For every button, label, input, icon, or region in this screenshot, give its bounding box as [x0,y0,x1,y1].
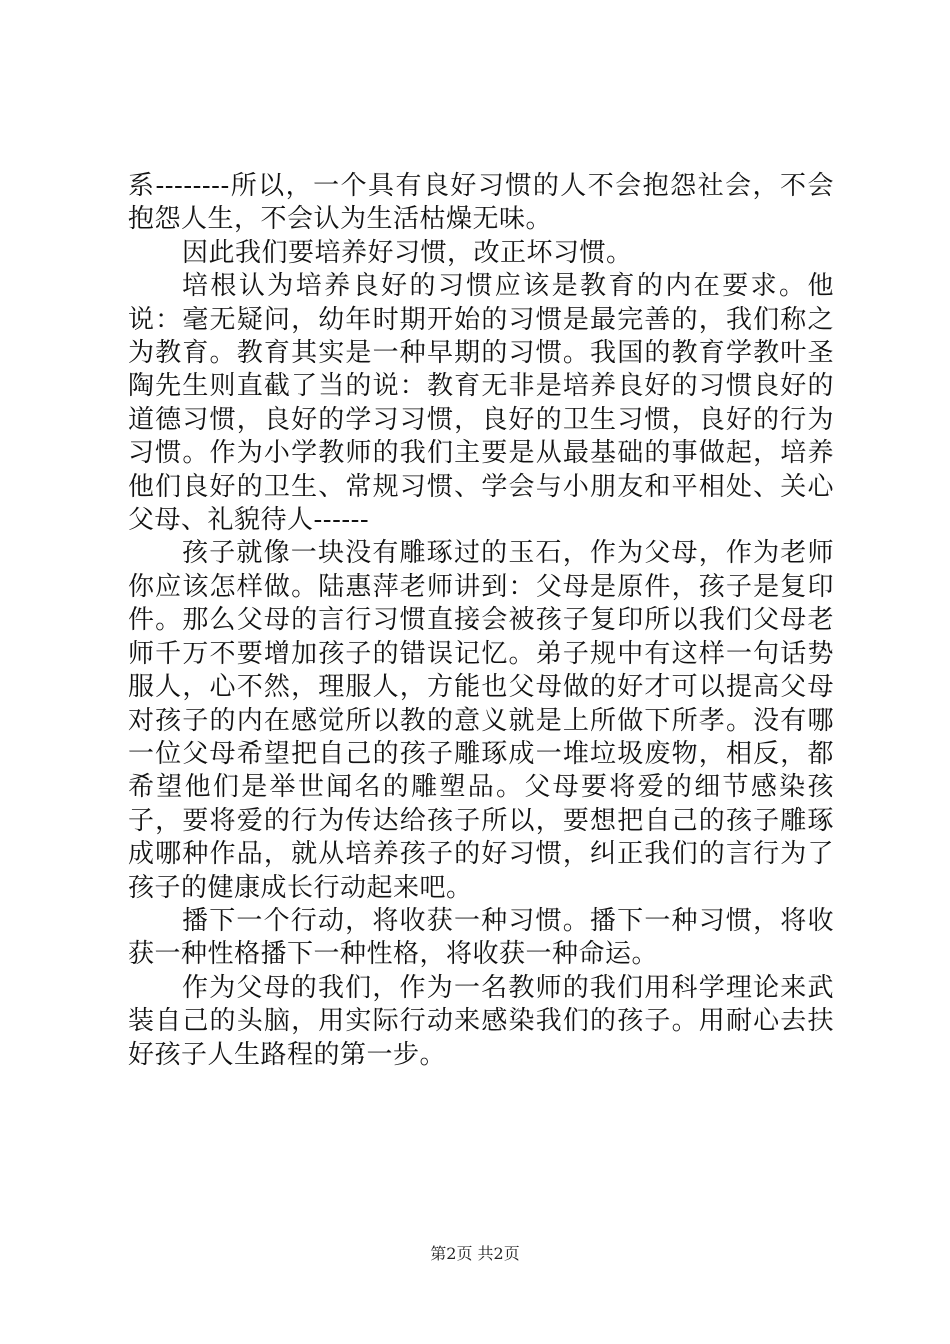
paragraph-sow-action: 播下一个行动，将收获一种习惯。播下一种习惯，将收获一种性格播下一种性格，将收获一种命运。 [128,905,834,970]
document-body [128,170,834,1072]
page-footer [0,1244,950,1264]
paragraph-continuation: 系--------所以，一个具有良好习惯的人不会抱怨社会，不会抱怨人生，不会认为生活枯燥无味。 [128,171,834,235]
paragraph-conclusion: 作为父母的我们，作为一名教师的我们用科学理论来武装自己的头脑，用实际行动来感染我们的孩子。用耐心去扶好孩子人生路程的第一步。 [128,972,834,1070]
paragraph-cultivate-habits: 因此我们要培养好习惯，改正坏习惯。 [182,237,633,268]
paragraph-bacon-education: 培根认为培养良好的习惯应该是教育的内在要求。他说：毫无疑问，幼年时期开始的习惯是最完善的，我们称之为教育。教育其实是一种早期的习惯。我国的教育学教叶圣陶先生则直截了当的说：教育无非是培养良好的习惯良好的道德习惯，良好的学习习惯，良好的卫生习惯，良好的行为习惯。作为小学教师的我们主要是从最基础的事做起，培养他们良好的卫生、常规习惯、学会与小朋友和平相处、关心父母、礼貌待人------ [128,271,834,536]
paragraph-children-jade: 孩子就像一块没有雕琢过的玉石，作为父母，作为老师你应该怎样做。陆惠萍老师讲到：父母是原件，孩子是复印件。那么父母的言行习惯直接会被孩子复印所以我们父母老师千万不要增加孩子的错误记忆。弟子规中有这样一句话势服人，心不然，理服人，方能也父母做的好才可以提高父母对孩子的内在感觉所以教的意义就是上所做下所孝。没有哪一位父母希望把自己的孩子雕琢成一堆垃圾废物，相反，都希望他们是举世闻名的雕塑品。父母要将爱的细节感染孩子，要将爱的行为传达给孩子所以，要想把自己的孩子雕琢成哪种作品，就从培养孩子的好习惯，纠正我们的言行为了孩子的健康成长行动起来吧。 [128,538,834,903]
page-number-label: 第2页 共2页 [430,1244,520,1263]
